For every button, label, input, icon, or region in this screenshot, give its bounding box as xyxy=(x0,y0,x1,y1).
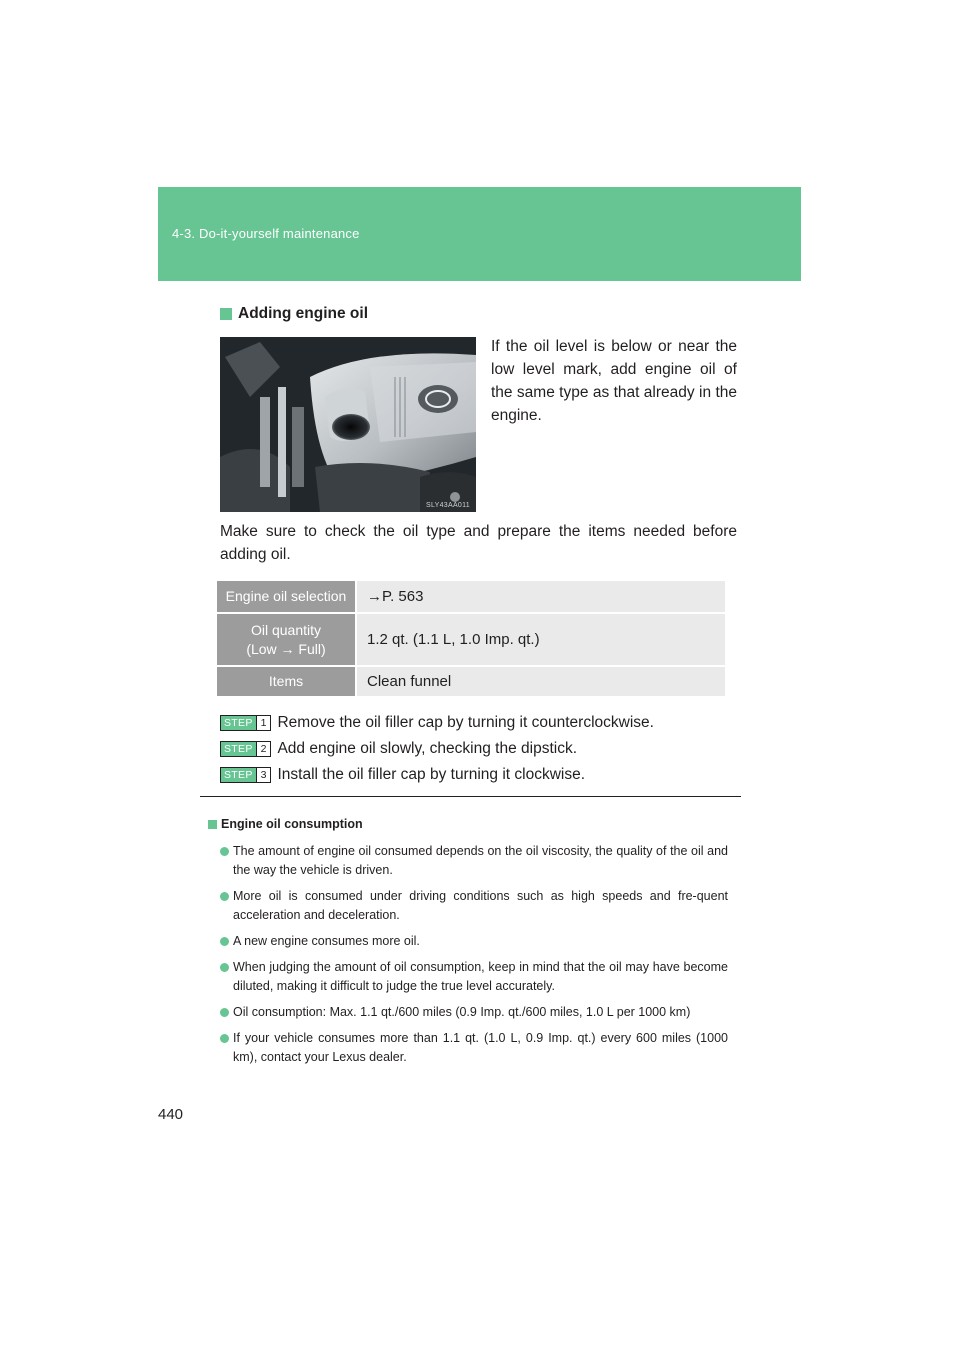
step-2 xyxy=(220,740,577,758)
oil-spec-table xyxy=(217,581,725,698)
step-text: Remove the oil filler cap by turning it counterclockwise. xyxy=(277,714,654,731)
step-text: Install the oil filler cap by turning it clockwise. xyxy=(277,766,586,783)
step-badge-number: 3 xyxy=(256,768,271,782)
section-heading xyxy=(220,305,368,323)
bullet-dot-icon xyxy=(220,847,229,856)
table-value: Clean funnel xyxy=(356,666,725,697)
bullet-text: The amount of engine oil consumed depends on the oil viscosity, the quality of the oil and the way the vehicle is driven. xyxy=(233,844,728,877)
step-text: Add engine oil slowly, checking the dipstick. xyxy=(277,740,578,757)
green-square-icon xyxy=(208,820,217,829)
step-badge-word: STEP xyxy=(221,768,256,782)
table-row xyxy=(217,613,725,666)
list-item xyxy=(220,958,728,996)
table-label-line: (Low → Full) xyxy=(246,640,326,657)
list-item xyxy=(220,842,728,880)
bullet-text: Oil consumption: Max. 1.1 qt./600 miles (0.9 Imp. qt./600 miles, 1.0 L per 1000 km) xyxy=(233,1005,691,1019)
list-item xyxy=(220,932,728,951)
step-3 xyxy=(220,766,585,784)
table-label-line: Oil quantity xyxy=(250,621,322,638)
divider xyxy=(200,796,741,797)
table-row xyxy=(217,666,725,697)
photo-code: SLY43AA011 xyxy=(426,502,470,509)
step-badge xyxy=(220,741,271,757)
engine-illustration xyxy=(220,337,476,512)
step-badge-number: 1 xyxy=(256,716,271,730)
bullet-dot-icon xyxy=(220,892,229,901)
note-bullets xyxy=(220,842,728,1074)
note-heading xyxy=(208,817,363,831)
list-item xyxy=(220,1029,728,1067)
note-heading-text: Engine oil consumption xyxy=(221,817,363,831)
step-1 xyxy=(220,714,654,732)
table-row xyxy=(217,581,725,613)
table-label: Items xyxy=(217,666,356,697)
intro-text: Make sure to check the oil type and prepare the items needed before adding oil. xyxy=(220,523,737,563)
table-value-link[interactable]: →P. 563 xyxy=(356,581,725,613)
bullet-text: More oil is consumed under driving conditions such as high speeds and fre-quent acceleration and deceleration. xyxy=(233,889,728,922)
bullet-dot-icon xyxy=(220,963,229,972)
list-item xyxy=(220,1003,728,1022)
step-badge-word: STEP xyxy=(221,742,256,756)
bullet-dot-icon xyxy=(220,1008,229,1017)
list-item xyxy=(220,887,728,925)
step-badge xyxy=(220,715,271,731)
bullet-text: When judging the amount of oil consumption, keep in mind that the oil may have become diluted, making it difficult to judge the true level accurately. xyxy=(233,960,728,993)
table-value: 1.2 qt. (1.1 L, 1.0 Imp. qt.) xyxy=(356,613,725,666)
step-badge-word: STEP xyxy=(221,716,256,730)
page-number: 440 xyxy=(158,1106,184,1123)
table-label: Engine oil selection xyxy=(217,581,356,613)
step-badge-number: 2 xyxy=(256,742,271,756)
table-label xyxy=(217,613,356,666)
bullet-dot-icon xyxy=(220,1034,229,1043)
heading-text: Adding engine oil xyxy=(238,305,369,322)
instruction-text: If the oil level is below or near the low level mark, add engine oil of the same type as that already in the engine. xyxy=(491,338,737,424)
engine-photo xyxy=(220,337,476,512)
bullet-text: If your vehicle consumes more than 1.1 qt. (1.0 L, 0.9 Imp. qt.) every 600 miles (1000 km), contact your Lexus dealer. xyxy=(233,1031,728,1064)
green-square-icon xyxy=(220,308,232,320)
section-label: 4-3. Do-it-yourself maintenance xyxy=(172,226,360,241)
step-badge xyxy=(220,767,271,783)
bullet-text: A new engine consumes more oil. xyxy=(233,934,420,948)
bullet-dot-icon xyxy=(220,937,229,946)
